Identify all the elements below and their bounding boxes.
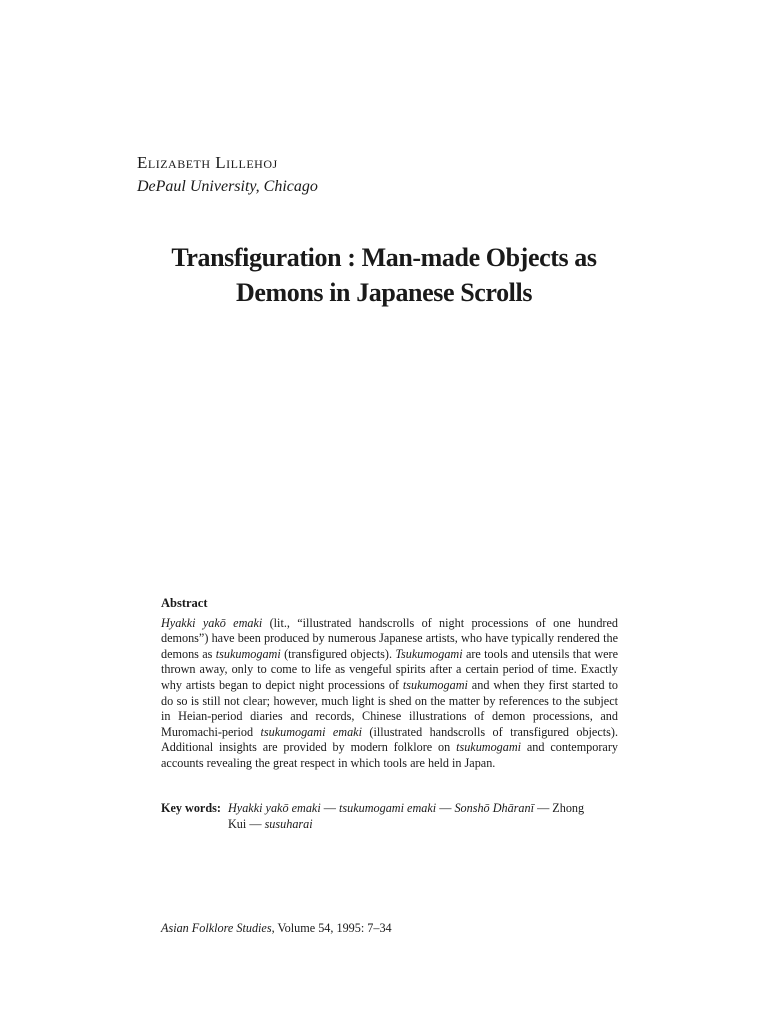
keywords-label: Key words: xyxy=(161,801,221,815)
abstract-text-segment: (illustrated handscrolls of transfigured objects). Additional insights are provided by modern folklore on xyxy=(161,724,618,755)
abstract-text-segment: tsukumogami xyxy=(402,677,468,692)
keyword-segment: Sonshō Dhāranī xyxy=(454,801,535,815)
abstract-text-segment: and when they first started to do so is still not clear; however, much light is shed on the matter by references to the subject in Heian-period diaries and records, Chinese illustrations of demon processions, and Muromachi-period xyxy=(161,677,618,739)
abstract-text-segment: tsukumogami xyxy=(215,646,281,661)
author-name: Elizabeth Lillehoj xyxy=(137,153,278,172)
keywords-section xyxy=(161,800,621,832)
abstract-text-segment: (lit., “illustrated handscrolls of night processions of one hundred demons”) have been produced by numerous Japanese artists, who have typically rendered the demons as xyxy=(161,615,618,661)
journal-name: Asian Folklore Studies xyxy=(161,921,272,935)
keyword-segment: — xyxy=(436,801,455,815)
abstract-text-segment: are tools and utensils that were thrown away, only to come to life as vengeful spirits after a certain period of time. Exactly why artists began to depict night processions of xyxy=(161,646,618,692)
abstract-section xyxy=(161,596,618,772)
keywords-line-2 xyxy=(161,816,621,832)
abstract-text-segment: (transfigured objects). xyxy=(280,646,396,661)
abstract-text-segment: tsukumogami emaki xyxy=(260,724,362,739)
keyword-segment: susuharai xyxy=(264,817,313,831)
abstract-text-segment: tsukumogami xyxy=(456,740,522,755)
author-block xyxy=(137,152,318,198)
keyword-segment: Hyakki yakō emaki xyxy=(228,801,321,815)
keyword-segment: — Zhong xyxy=(534,801,585,815)
paper-title xyxy=(120,240,648,310)
title-line-1: Transfiguration : Man-made Objects as xyxy=(171,243,597,272)
title-line-2: Demons in Japanese Scrolls xyxy=(235,278,533,307)
keyword-segment: — xyxy=(320,801,339,815)
keyword-segment: Kui — xyxy=(228,817,265,831)
keywords-line-1 xyxy=(161,800,621,816)
abstract-text-segment: Hyakki yakō emaki xyxy=(161,615,263,630)
keyword-segment: tsukumogami emaki xyxy=(339,801,437,815)
journal-citation xyxy=(161,920,392,936)
citation-details: , Volume 54, 1995: 7–34 xyxy=(271,921,392,935)
abstract-heading: Abstract xyxy=(161,596,208,610)
abstract-body xyxy=(161,616,618,772)
keywords-list xyxy=(228,801,584,815)
abstract-text-segment: and contemporary accounts revealing the great respect in which tools are held in Japan. xyxy=(161,740,618,770)
author-affiliation: DePaul University, Chicago xyxy=(137,178,318,195)
abstract-text-segment: Tsukumogami xyxy=(395,646,463,661)
